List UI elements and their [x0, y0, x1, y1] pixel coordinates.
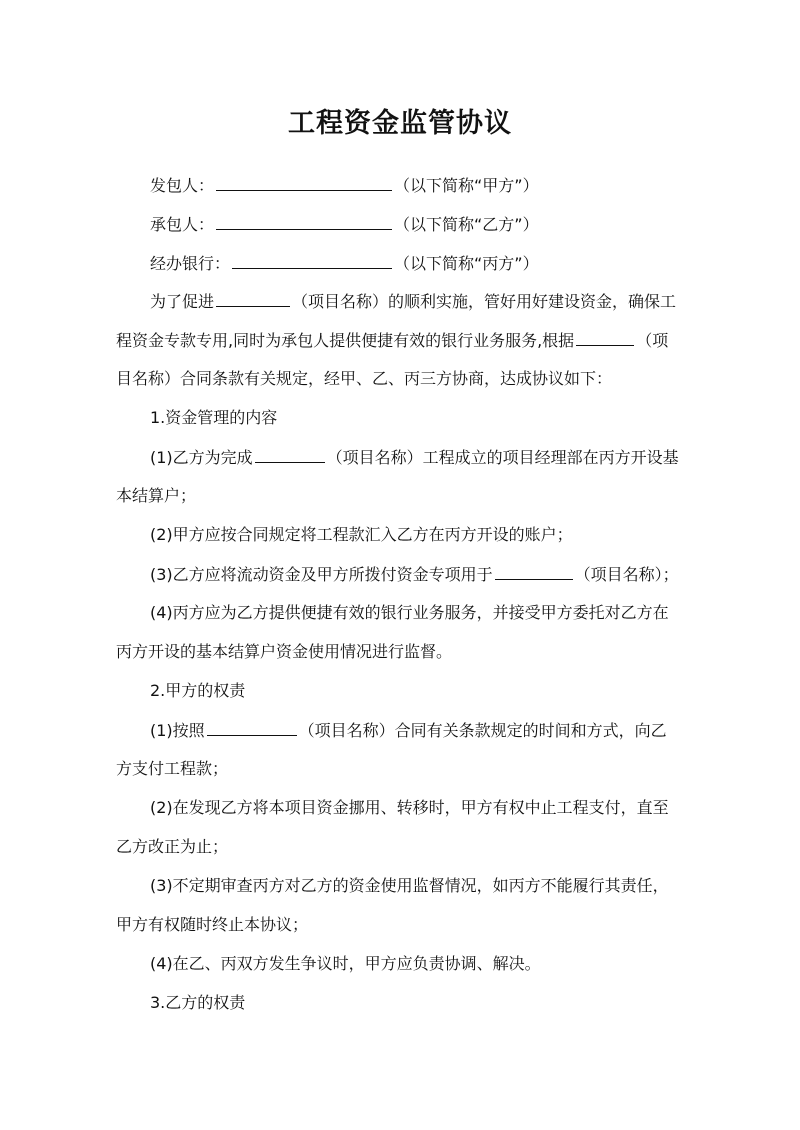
clause-text: (1)按照 [150, 721, 205, 740]
section-1-item-1-cont: 本结算户； [116, 486, 197, 505]
section-2-item-3: (3)不定期审查丙方对乙方的资金使用监督情况，如丙方不能履行其责任， [150, 876, 669, 895]
party-a-blank[interactable] [216, 173, 392, 191]
project-name-blank[interactable] [216, 289, 290, 307]
clause-text: （项目名称）工程成立的项目经理部在丙方开设基 [326, 448, 679, 467]
section-2-item-2-cont: 乙方改正为止； [116, 837, 229, 856]
section-2-item-1 [150, 718, 667, 742]
intro-line-3 [116, 367, 612, 391]
intro-line-1 [150, 289, 676, 313]
party-b-blank[interactable] [216, 212, 392, 230]
party-c-blank[interactable] [232, 251, 392, 269]
clause-text: （项目名称）； [574, 565, 679, 584]
section-2-item-3-cont: 甲方有权随时终止本协议； [116, 915, 309, 934]
project-name-blank[interactable] [495, 562, 573, 580]
clause-text: (1)乙方为完成 [150, 448, 253, 467]
section-2-item-4: (4)在乙、丙双方发生争议时，甲方应负责协调、解决。 [150, 954, 541, 973]
clause-text: (3)乙方应将流动资金及甲方所拨付资金专项用于 [150, 565, 493, 584]
clause-text: （项目名称）合同有关条款规定的时间和方式，向乙 [298, 721, 667, 740]
party-c-label: 经办银行： [150, 254, 231, 273]
section-1-item-4: (4)丙方应为乙方提供便捷有效的银行业务服务，并接受甲方委托对乙方在 [150, 603, 669, 622]
section-2-heading: 2.甲方的权责 [150, 681, 246, 700]
section-1-item-3 [150, 562, 679, 586]
party-c-suffix: （以下简称“丙方”） [394, 254, 539, 273]
intro-text: （项目名称）的顺利实施，管好用好建设资金，确保工 [292, 292, 677, 311]
section-1-item-4-cont: 丙方开设的基本结算户资金使用情况进行监督。 [116, 642, 453, 661]
intro-text: 为了促进 [150, 292, 215, 311]
intro-line-2 [116, 328, 668, 352]
intro-text: 程资金专款专用,同时为承包人提供便捷有效的银行业务服务,根据 [116, 331, 575, 350]
section-1-heading: 1.资金管理的内容 [150, 408, 278, 427]
party-a-suffix: （以下简称“甲方”） [394, 176, 539, 195]
section-1-item-2: (2)甲方应按合同规定将工程款汇入乙方在丙方开设的账户； [150, 525, 573, 544]
project-name-blank[interactable] [207, 718, 297, 736]
section-2-item-1-cont: 方支付工程款； [116, 759, 229, 778]
section-1-item-1 [150, 445, 679, 469]
party-b-label: 承包人： [150, 215, 215, 234]
section-2-item-2: (2)在发现乙方将本项目资金挪用、转移时，甲方有权中止工程支付，直至 [150, 798, 669, 817]
section-3-heading: 3.乙方的权责 [150, 993, 246, 1012]
party-c-line [150, 251, 539, 275]
contract-name-blank[interactable] [576, 328, 634, 346]
party-b-line [150, 212, 539, 236]
party-a-line [150, 173, 539, 197]
party-a-label: 发包人： [150, 176, 215, 195]
document-title: 工程资金监管协议 [288, 108, 512, 139]
project-name-blank[interactable] [255, 445, 325, 463]
party-b-suffix: （以下简称“乙方”） [394, 215, 539, 234]
intro-text: （项 [636, 331, 669, 350]
intro-text: 目名称）合同条款有关规定，经甲、乙、丙三方协商，达成协议如下： [116, 369, 613, 388]
